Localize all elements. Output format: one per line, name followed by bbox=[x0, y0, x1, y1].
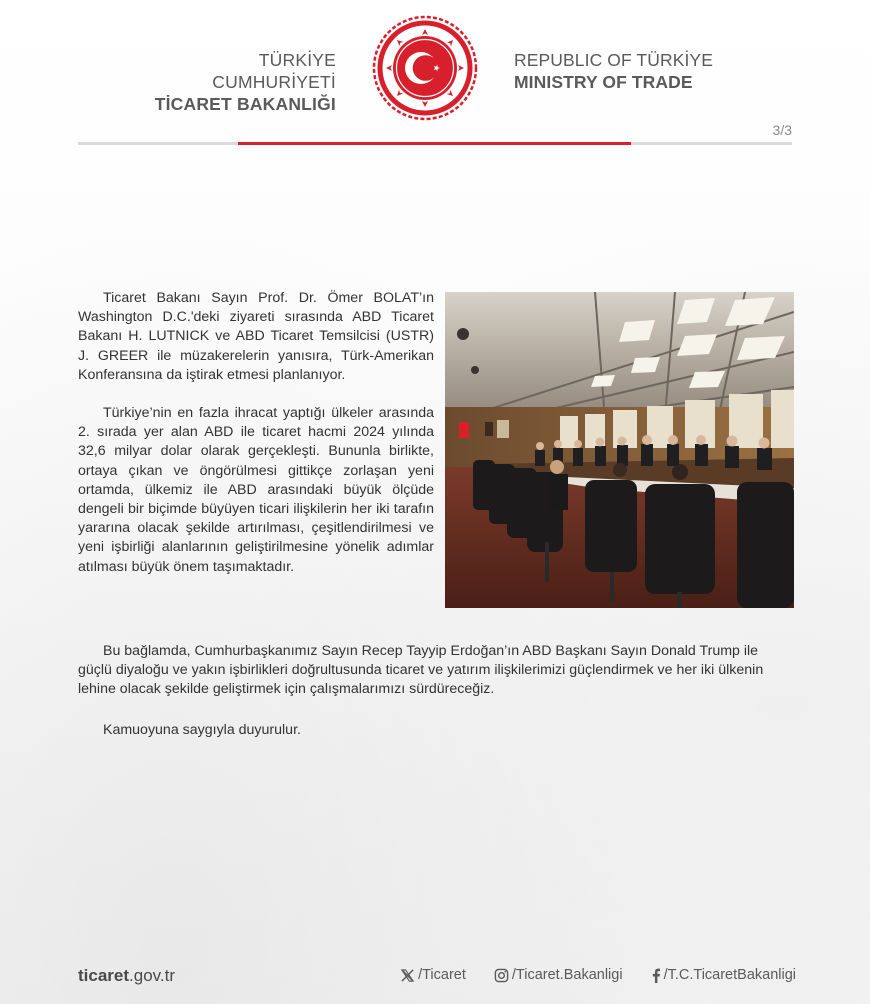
paragraph-4: Kamuoyuna saygıyla duyurulur. bbox=[103, 722, 301, 738]
paragraph-2: Türkiye’nin en fazla ihracat yaptığı ülkeler arasında 2. sırada yer alan ABD ile ticaret hacmi 2024 yılında 32,6 milyar dolar olarak gerçekleşti. Bununla birlikte, ortaya çıkan ve öngörülmesi gittikçe zorlaşan yeni ortamda, ülkemiz ile ABD arasındaki büyük ölçüde dengeli bir biçimde büyüyen ticari ilişkilerin her iki tarafın yararına olacak şekilde artırılması, çeşitlendirilmesi ve yeni işbirliği alanlarının geliştirilmesine yönelik adımlar atılması büyük önem taşımaktadır. bbox=[78, 405, 434, 575]
x-logo-icon bbox=[400, 968, 415, 983]
header-right-line2: MINISTRY OF TRADE bbox=[514, 72, 693, 92]
header-english-title bbox=[514, 49, 774, 93]
paragraph-4-block bbox=[78, 721, 794, 740]
footer-instagram-link[interactable] bbox=[494, 967, 623, 983]
header-left-line1: TÜRKİYE CUMHURİYETİ bbox=[212, 50, 336, 92]
header-turkish-title bbox=[136, 49, 336, 115]
footer-site-bold: ticaret bbox=[78, 966, 130, 985]
instagram-icon bbox=[494, 968, 509, 983]
footer-facebook-handle: /T.C.TicaretBakanligi bbox=[663, 967, 796, 983]
footer-socials bbox=[372, 967, 796, 983]
header-divider bbox=[78, 142, 792, 145]
footer-x-link[interactable] bbox=[400, 967, 466, 983]
header-divider-accent bbox=[238, 142, 631, 145]
left-column-text bbox=[78, 289, 434, 596]
facebook-icon bbox=[651, 968, 661, 983]
header-left-line2: TİCARET BAKANLIĞI bbox=[154, 94, 336, 114]
paragraph-3: Bu bağlamda, Cumhurbaşkanımız Sayın Recep Tayyip Erdoğan’ın ABD Başkanı Sayın Donald Trump ile güçlü diyaloğu ve yakın işbirlikleri doğrultusunda ticaret ve yatırım ilişkilerimizi güçlendirmek ve her iki ülkenin lehine olacak şekilde geliştirmek için çalışmalarımızı sürdüreceğiz. bbox=[78, 643, 764, 698]
header-right-line1: REPUBLIC OF TÜRKİYE bbox=[514, 50, 713, 70]
page-number: 3/3 bbox=[772, 122, 792, 138]
footer-instagram-handle: /Ticaret.Bakanligi bbox=[511, 967, 623, 983]
paragraph-3-block bbox=[78, 642, 794, 700]
meeting-room-photo bbox=[445, 292, 794, 608]
paragraph-1: Ticaret Bakanı Sayın Prof. Dr. Ömer BOLAT’ın Washington D.C.'deki ziyareti sırasında ABD Ticaret Bakanı H. LUTNICK ve ABD Ticaret Temsilcisi (USTR) J. GREER ile müzakerelerin yanısıra, Türk-Amerikan Konferansına da iştirak etmesi planlanıyor. bbox=[78, 290, 434, 383]
footer-website[interactable] bbox=[78, 966, 175, 986]
footer-site-rest: .gov.tr bbox=[129, 966, 176, 985]
footer-x-handle: /Ticaret bbox=[418, 967, 466, 983]
footer-facebook-link[interactable] bbox=[651, 967, 796, 983]
ministry-emblem-icon bbox=[372, 15, 478, 121]
